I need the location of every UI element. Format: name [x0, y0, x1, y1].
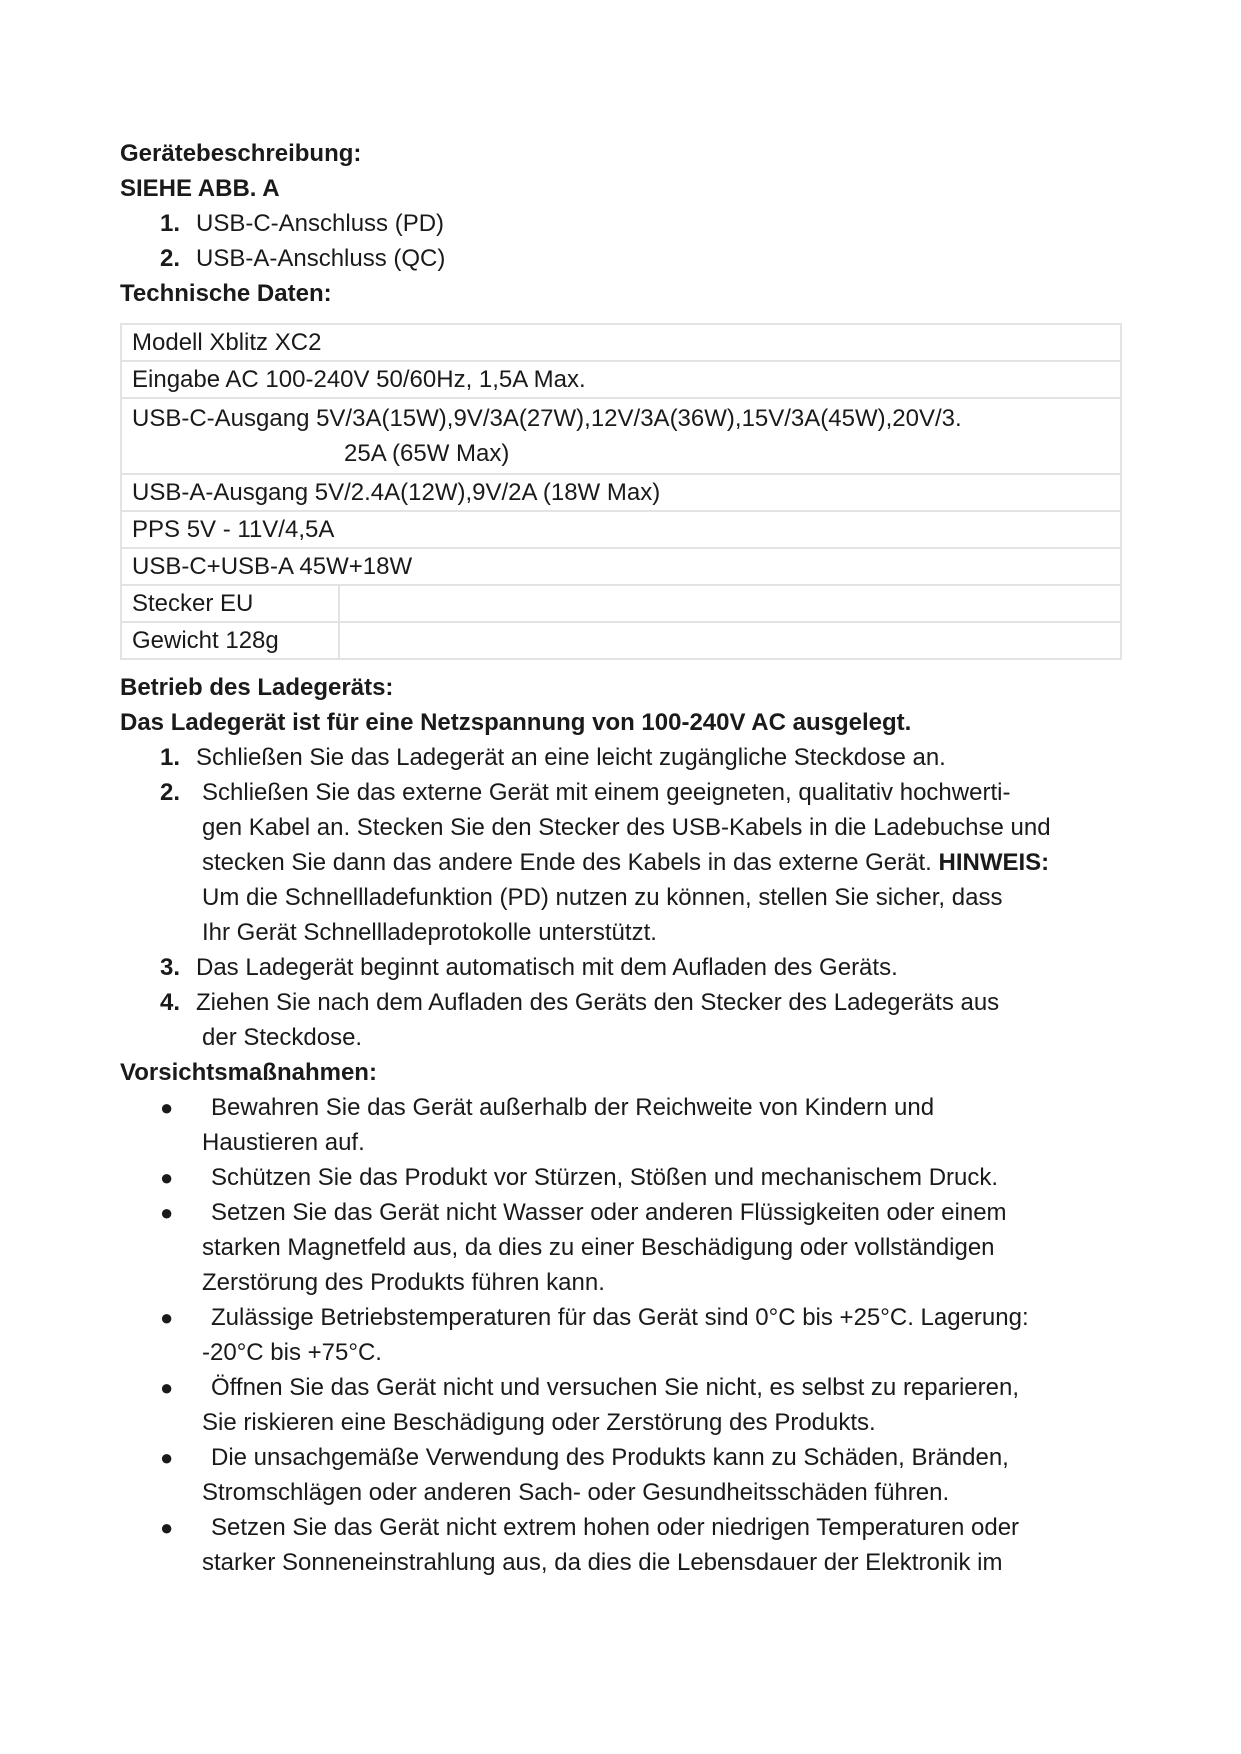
list-number: 1.	[160, 210, 181, 237]
list-item-text: Bewahren Sie das Gerät außerhalb der Reichweite von Kindern und	[211, 1094, 935, 1121]
list-item	[120, 985, 1130, 1055]
list-item-text: Ziehen Sie nach dem Aufladen des Geräts den Stecker des Ladegeräts aus	[196, 989, 1000, 1016]
list-item	[120, 206, 1130, 241]
spec-cell: USB-A-Ausgang 5V/2.4A(12W),9V/2A (18W Max)	[121, 474, 1121, 511]
list-number: 3.	[160, 954, 181, 981]
list-item	[120, 775, 1130, 950]
spec-cell: Modell Xblitz XC2	[121, 324, 1121, 361]
spec-cell	[121, 398, 1121, 474]
list-item-text: der Steckdose.	[202, 1024, 363, 1051]
list-item-text: Ihr Gerät Schnellladeprotokolle unterstützt.	[202, 919, 657, 946]
list-item-text: Sie riskieren eine Beschädigung oder Zerstörung des Produkts.	[202, 1409, 876, 1436]
table-row	[121, 398, 1121, 474]
list-item-text: Setzen Sie das Gerät nicht extrem hohen oder niedrigen Temperaturen oder	[211, 1514, 1020, 1541]
list-item-text: Zerstörung des Produkts führen kann.	[202, 1269, 605, 1296]
bullet-icon: ●	[160, 1200, 174, 1225]
list-item-text: Das Ladegerät beginnt automatisch mit dem Aufladen des Geräts.	[196, 954, 898, 981]
list-item	[120, 241, 1130, 276]
spec-cell-continuation: 25A (65W Max)	[344, 440, 510, 467]
operation-steps-list	[120, 740, 1130, 1055]
table-row	[121, 324, 1121, 361]
list-item-text: Öffnen Sie das Gerät nicht und versuchen Sie nicht, es selbst zu reparieren,	[211, 1374, 1020, 1401]
spec-value-cell	[339, 622, 1121, 659]
heading-operation: Betrieb des Ladegeräts:	[120, 674, 394, 701]
list-item	[120, 740, 1130, 775]
device-parts-list	[120, 206, 1130, 276]
table-row	[121, 474, 1121, 511]
spec-key-cell: Stecker EU	[121, 585, 339, 622]
list-item-text: Haustieren auf.	[202, 1129, 365, 1156]
spec-cell: USB-C+USB-A 45W+18W	[121, 548, 1121, 585]
document-page	[120, 136, 1130, 1580]
bullet-icon: ●	[160, 1165, 174, 1190]
voltage-note: Das Ladegerät ist für eine Netzspannung von 100-240V AC ausgelegt.	[120, 709, 912, 736]
list-item-text: gen Kabel an. Stecken Sie den Stecker des USB-Kabels in die Ladebuchse und	[202, 814, 1051, 841]
bullet-icon: ●	[160, 1445, 174, 1470]
list-item	[120, 1090, 1130, 1160]
list-item-text: Um die Schnellladefunktion (PD) nutzen zu können, stellen Sie sicher, dass	[202, 884, 1003, 911]
list-item-text: USB-A-Anschluss (QC)	[196, 245, 446, 272]
list-item-text: Setzen Sie das Gerät nicht Wasser oder anderen Flüssigkeiten oder einem	[211, 1199, 1007, 1226]
list-number: 2.	[160, 779, 181, 806]
list-item	[120, 1300, 1130, 1370]
bullet-icon: ●	[160, 1515, 174, 1540]
list-item-text	[120, 845, 1130, 880]
heading-precautions: Vorsichtsmaßnahmen:	[120, 1059, 377, 1086]
bullet-icon: ●	[160, 1305, 174, 1330]
heading-technical-data: Technische Daten:	[120, 280, 332, 307]
list-item-text: starker Sonneneinstrahlung aus, da dies die Lebensdauer der Elektronik im	[202, 1549, 1003, 1576]
list-item-text: USB-C-Anschluss (PD)	[196, 210, 445, 237]
precautions-list	[120, 1090, 1130, 1580]
table-row	[121, 622, 1121, 659]
list-item-text: Die unsachgemäße Verwendung des Produkts kann zu Schäden, Bränden,	[211, 1444, 1009, 1471]
spec-cell: Eingabe AC 100-240V 50/60Hz, 1,5A Max.	[121, 361, 1121, 398]
see-figure-label: SIEHE ABB. A	[120, 175, 280, 202]
list-item	[120, 1510, 1130, 1580]
bullet-icon: ●	[160, 1375, 174, 1400]
spec-value-cell	[339, 585, 1121, 622]
list-item-text: Zulässige Betriebstemperaturen für das Gerät sind 0°C bis +25°C. Lagerung:	[211, 1304, 1029, 1331]
list-number: 1.	[160, 744, 181, 771]
list-item-text-part: stecken Sie dann das andere Ende des Kabels in das externe Gerät.	[202, 849, 932, 876]
table-row	[121, 511, 1121, 548]
list-item	[120, 1195, 1130, 1300]
list-item	[120, 1160, 1130, 1195]
table-row	[121, 361, 1121, 398]
list-item-text: Schließen Sie das Ladegerät an eine leicht zugängliche Steckdose an.	[196, 744, 946, 771]
list-item-text: Schützen Sie das Produkt vor Stürzen, Stößen und mechanischem Druck.	[211, 1164, 999, 1191]
spec-table	[120, 323, 1122, 660]
hint-label: HINWEIS:	[938, 849, 1050, 876]
list-item-text: -20°C bis +75°C.	[202, 1339, 382, 1366]
bullet-icon: ●	[160, 1095, 174, 1120]
list-item	[120, 1440, 1130, 1510]
spec-key-cell: Gewicht 128g	[121, 622, 339, 659]
spec-cell: PPS 5V - 11V/4,5A	[121, 511, 1121, 548]
list-item-text: Stromschlägen oder anderen Sach- oder Gesundheitsschäden führen.	[202, 1479, 950, 1506]
list-item	[120, 950, 1130, 985]
table-row	[121, 548, 1121, 585]
list-item	[120, 1370, 1130, 1440]
list-number: 4.	[160, 989, 181, 1016]
spec-cell-line: USB-C-Ausgang 5V/3A(15W),9V/3A(27W),12V/3A(36W),15V/3A(45W),20V/3.	[132, 405, 962, 432]
list-number: 2.	[160, 245, 181, 272]
list-item-text: starken Magnetfeld aus, da dies zu einer Beschädigung oder vollständigen	[202, 1234, 995, 1261]
heading-device-description: Gerätebeschreibung:	[120, 140, 362, 167]
table-row	[121, 585, 1121, 622]
list-item-text: Schließen Sie das externe Gerät mit einem geeigneten, qualitativ hochwerti-	[202, 779, 1011, 806]
